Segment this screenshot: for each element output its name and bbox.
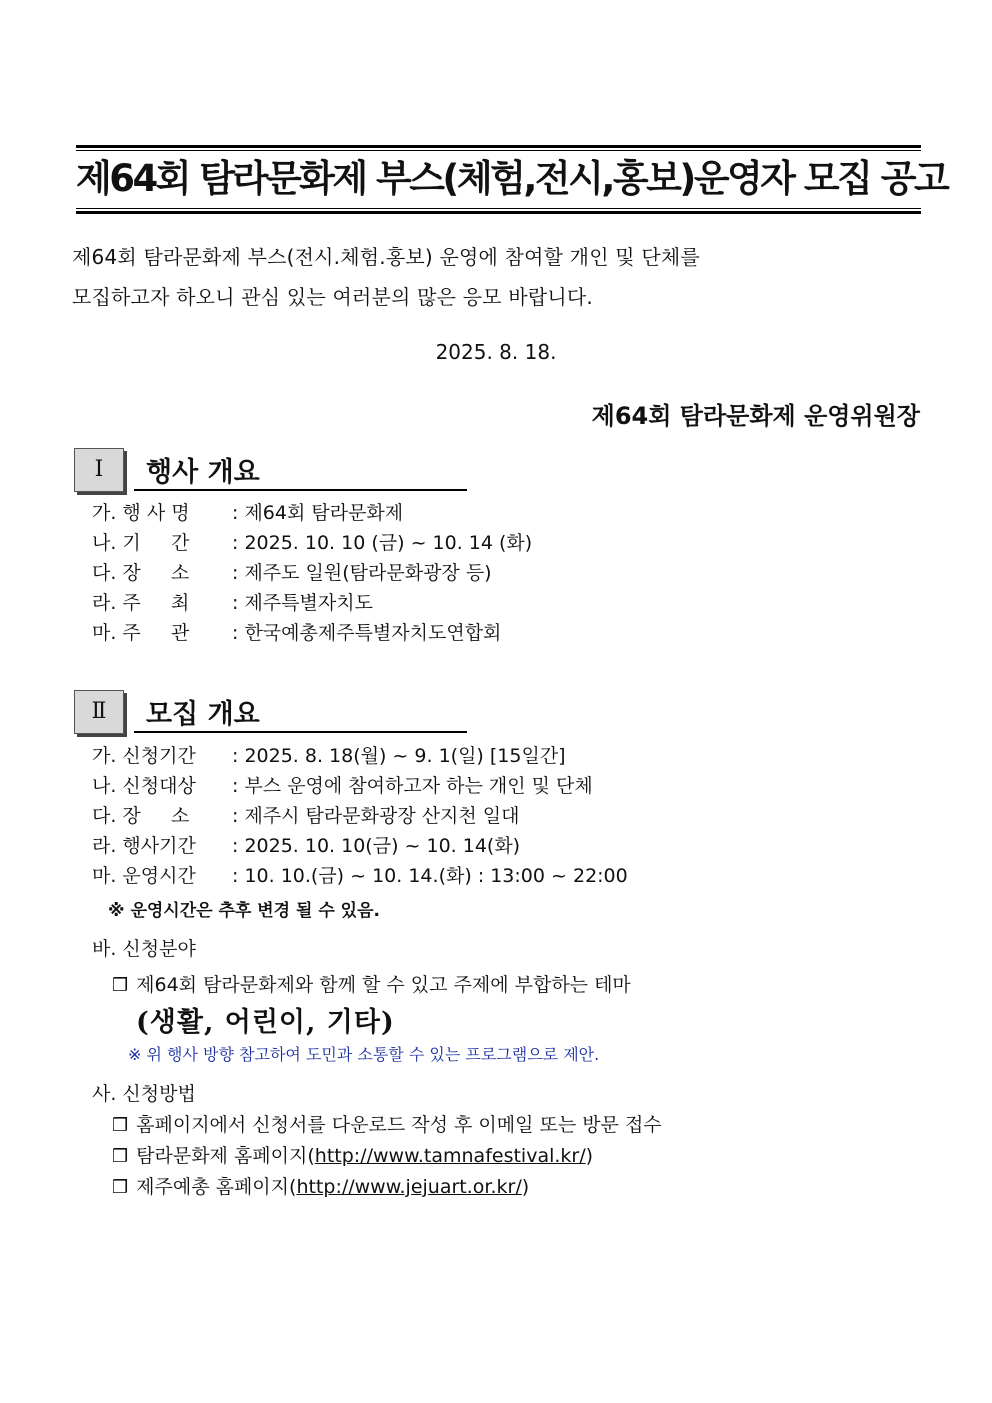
checkbox-bullet-icon: ❒	[112, 975, 129, 996]
item-label: 마. 주 관	[92, 622, 190, 644]
intro-line-2: 모집하고자 하오니 관심 있는 여러분의 많은 응모 바랍니다.	[72, 285, 593, 309]
method-text: 탐라문화제 홈페이지(	[136, 1145, 315, 1167]
item-value: : 10. 10.(금) ~ 10. 14.(화) : 13:00 ~ 22:00	[232, 865, 628, 887]
item-value: : 제주시 탐라문화광장 산지천 일대	[232, 805, 520, 827]
item-label: 다. 장 소	[92, 805, 190, 827]
item-label: 나. 신청대상	[92, 775, 196, 797]
field-themes: (생활, 어린이, 기타)	[136, 1007, 395, 1038]
checkbox-bullet-icon: ❒	[112, 1146, 129, 1167]
intro-line-1: 제64회 탐라문화제 부스(전시.체험.홍보) 운영에 참여할 개인 및 단체를	[72, 245, 700, 269]
section-2-item	[92, 802, 520, 830]
section-2-item	[92, 862, 628, 890]
item-value: : 2025. 10. 10 (금) ~ 10. 14 (화)	[232, 532, 533, 554]
section-2-item	[92, 832, 520, 860]
title-bottom-rule-thin	[76, 208, 921, 209]
section-1-item	[92, 499, 403, 527]
field-note: ※ 위 행사 방향 참고하여 도민과 소통할 수 있는 프로그램으로 제안.	[128, 1045, 600, 1064]
checkbox-bullet-icon: ❒	[112, 1177, 129, 1198]
notice-date: 2025. 8. 18.	[435, 340, 557, 364]
method-label: 사. 신청방법	[92, 1083, 196, 1105]
item-value: : 부스 운영에 참여하고자 하는 개인 및 단체	[232, 775, 593, 797]
field-bullet	[112, 970, 631, 997]
field-label: 바. 신청분야	[92, 938, 196, 960]
tamnafestival-link[interactable]: http://www.tamnafestival.kr/	[314, 1145, 586, 1167]
method-close: )	[521, 1176, 530, 1198]
page-title: 제64회 탐라문화제 부스(체험,전시,홍보)운영자 모집 공고	[76, 157, 948, 200]
section-1-underline	[134, 489, 467, 491]
section-1-item	[92, 529, 532, 557]
section-1-title: 행사 개요	[146, 457, 260, 488]
item-value: : 제주도 일원(탐라문화광장 등)	[232, 562, 492, 584]
item-value: : 2025. 8. 18(월) ~ 9. 1(일) [15일간]	[232, 745, 566, 767]
section-1-number: Ⅰ	[74, 448, 124, 492]
jejuart-link[interactable]: http://www.jejuart.or.kr/	[296, 1176, 522, 1198]
title-top-rule-thin	[76, 150, 921, 151]
section-1-item	[92, 589, 373, 617]
item-label: 나. 기 간	[92, 532, 190, 554]
item-label: 라. 행사기간	[92, 835, 196, 857]
item-label: 다. 장 소	[92, 562, 190, 584]
item-value: : 제주특별자치도	[232, 592, 373, 614]
item-label: 가. 행 사 명	[92, 502, 190, 524]
item-value: : 한국예총제주특별자치도연합회	[232, 622, 502, 644]
operating-time-note: ※ 운영시간은 추후 변경 될 수 있음.	[108, 901, 380, 921]
section-1-item	[92, 559, 492, 587]
method-text: 홈페이지에서 신청서를 다운로드 작성 후 이메일 또는 방문 접수	[136, 1114, 662, 1136]
item-value: : 2025. 10. 10(금) ~ 10. 14(화)	[232, 835, 521, 857]
item-label: 라. 주 최	[92, 592, 190, 614]
section-1-item	[92, 619, 501, 647]
item-label: 가. 신청기간	[92, 745, 196, 767]
section-2-item	[92, 772, 593, 800]
method-item	[112, 1110, 662, 1137]
method-close: )	[585, 1145, 594, 1167]
committee-signature: 제64회 탐라문화제 운영위원장	[591, 402, 920, 430]
item-value: : 제64회 탐라문화제	[232, 502, 404, 524]
method-item	[112, 1172, 529, 1199]
method-text: 제주예총 홈페이지(	[136, 1176, 297, 1198]
title-bottom-rule-thick	[76, 211, 921, 214]
checkbox-bullet-icon: ❒	[112, 1115, 129, 1136]
title-top-rule-thick	[76, 145, 921, 148]
section-2-item	[92, 742, 566, 770]
method-item	[112, 1141, 593, 1168]
section-2-title: 모집 개요	[146, 699, 260, 730]
field-bullet-text: 제64회 탐라문화제와 함께 할 수 있고 주제에 부합하는 테마	[136, 974, 631, 996]
section-2-underline	[134, 731, 467, 733]
section-2-number: Ⅱ	[74, 690, 124, 734]
item-label: 마. 운영시간	[92, 865, 196, 887]
